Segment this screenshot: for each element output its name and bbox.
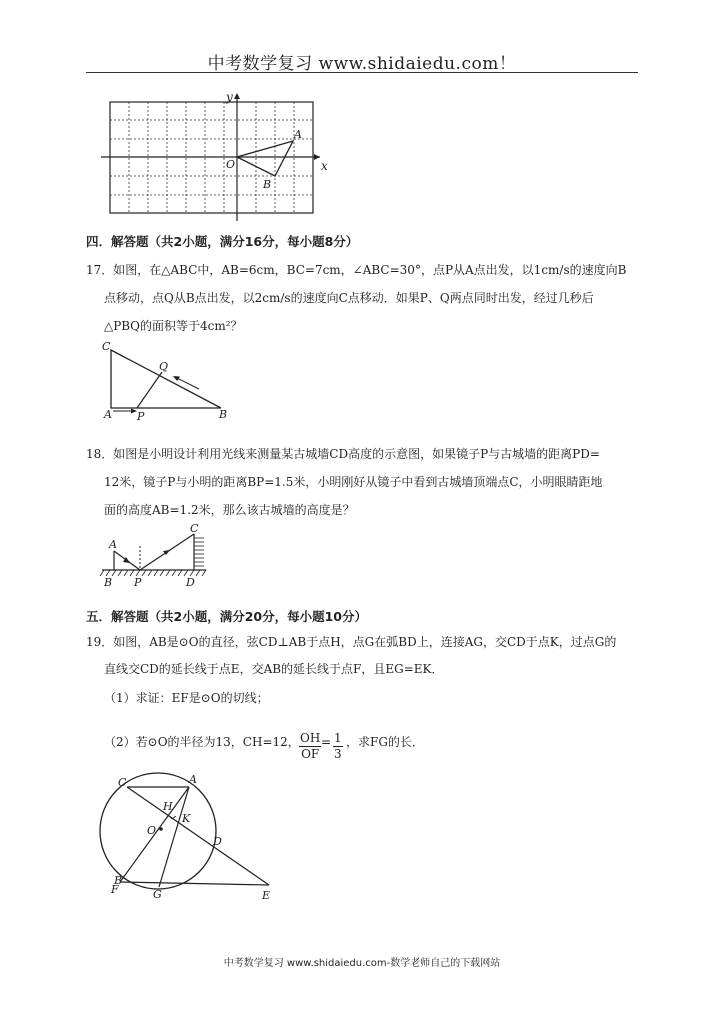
label-d: D — [186, 576, 195, 589]
page-footer: 中考数学复习 www.shidaiedu.com-数学老师自己的下载网站 — [223, 958, 501, 969]
label-k: K — [182, 812, 191, 825]
label-b: B — [114, 874, 123, 887]
fraction-value-numerator: 1 — [334, 731, 342, 745]
label-c: C — [190, 522, 199, 535]
q17-line3: △PBQ的面积等于4cm²？ — [104, 319, 243, 333]
label-b: B — [219, 408, 228, 421]
q19-line2: 直线交CD的延长线于点E，交AB的延长线于点F，且EG=EK． — [104, 662, 444, 676]
fraction-equals: = — [321, 735, 332, 749]
q19-part2-after: ，求FG的长． — [346, 735, 424, 749]
label-x: x — [321, 159, 328, 173]
circle-o — [100, 773, 216, 889]
label-q: Q — [159, 360, 169, 373]
page-header-title: 中考数学复习 www.shidaiedu.com！ — [207, 54, 517, 74]
label-b: B — [104, 576, 113, 589]
label-p: P — [134, 576, 142, 589]
label-a: A — [189, 773, 197, 786]
fraction-denominator: OF — [301, 747, 320, 761]
label-a: A — [109, 538, 117, 551]
label-o: O — [147, 824, 157, 837]
fraction-numerator: OH — [300, 731, 321, 745]
label-a: A — [104, 408, 112, 421]
fraction-value-denominator: 3 — [334, 747, 342, 761]
q18-line2: 12米，镜子P与小明的距离BP=1.5米，小明刚好从镜子中看到古城墙顶端点C，小明眼睛距地 — [104, 475, 603, 489]
q19-part1: （1）求证：EF是⊙O的切线； — [104, 691, 269, 705]
label-y: y — [226, 90, 233, 104]
q17-line1: 17．如图，在△ABC中，AB=6cm，BC=7cm，∠ABC=30°，点P从A点出发，以1cm/s的速度向B — [86, 263, 627, 277]
section4-heading: 四．解答题（共2小题，满分16分，每小题8分） — [86, 234, 359, 249]
label-f: F — [111, 883, 119, 896]
label-c: C — [118, 776, 127, 789]
label-g: G — [153, 888, 162, 901]
label-b: B — [263, 178, 272, 191]
label-d: D — [213, 835, 222, 848]
q19-line1: 19．如图，AB是⊙O的直径，弦CD⊥AB于点H，点G在弧BD上，连接AG，交CD于点K，过点G的 — [86, 635, 617, 649]
q19-part2-before: （2）若⊙O的半径为13，CH=12， — [104, 735, 300, 749]
label-a: A — [294, 128, 302, 141]
label-p: P — [137, 410, 145, 423]
q17-line2: 点移动，点Q从B点出发，以2cm/s的速度向C点移动．如果P、Q两点同时出发，经过几秒后 — [104, 291, 594, 305]
q18-line3: 面的高度AB=1.2米，那么该古城墙的高度是？ — [104, 503, 355, 517]
section5-heading: 五．解答题（共2小题，满分20分，每小题10分） — [86, 609, 367, 624]
label-e: E — [262, 889, 271, 902]
label-h: H — [163, 800, 173, 813]
label-o: O — [226, 158, 236, 171]
q18-line1: 18．如图是小明设计利用光线来测量某古城墙CD高度的示意图，如果镜子P与古城墙的距离PD= — [86, 447, 600, 461]
label-c: C — [102, 340, 111, 353]
